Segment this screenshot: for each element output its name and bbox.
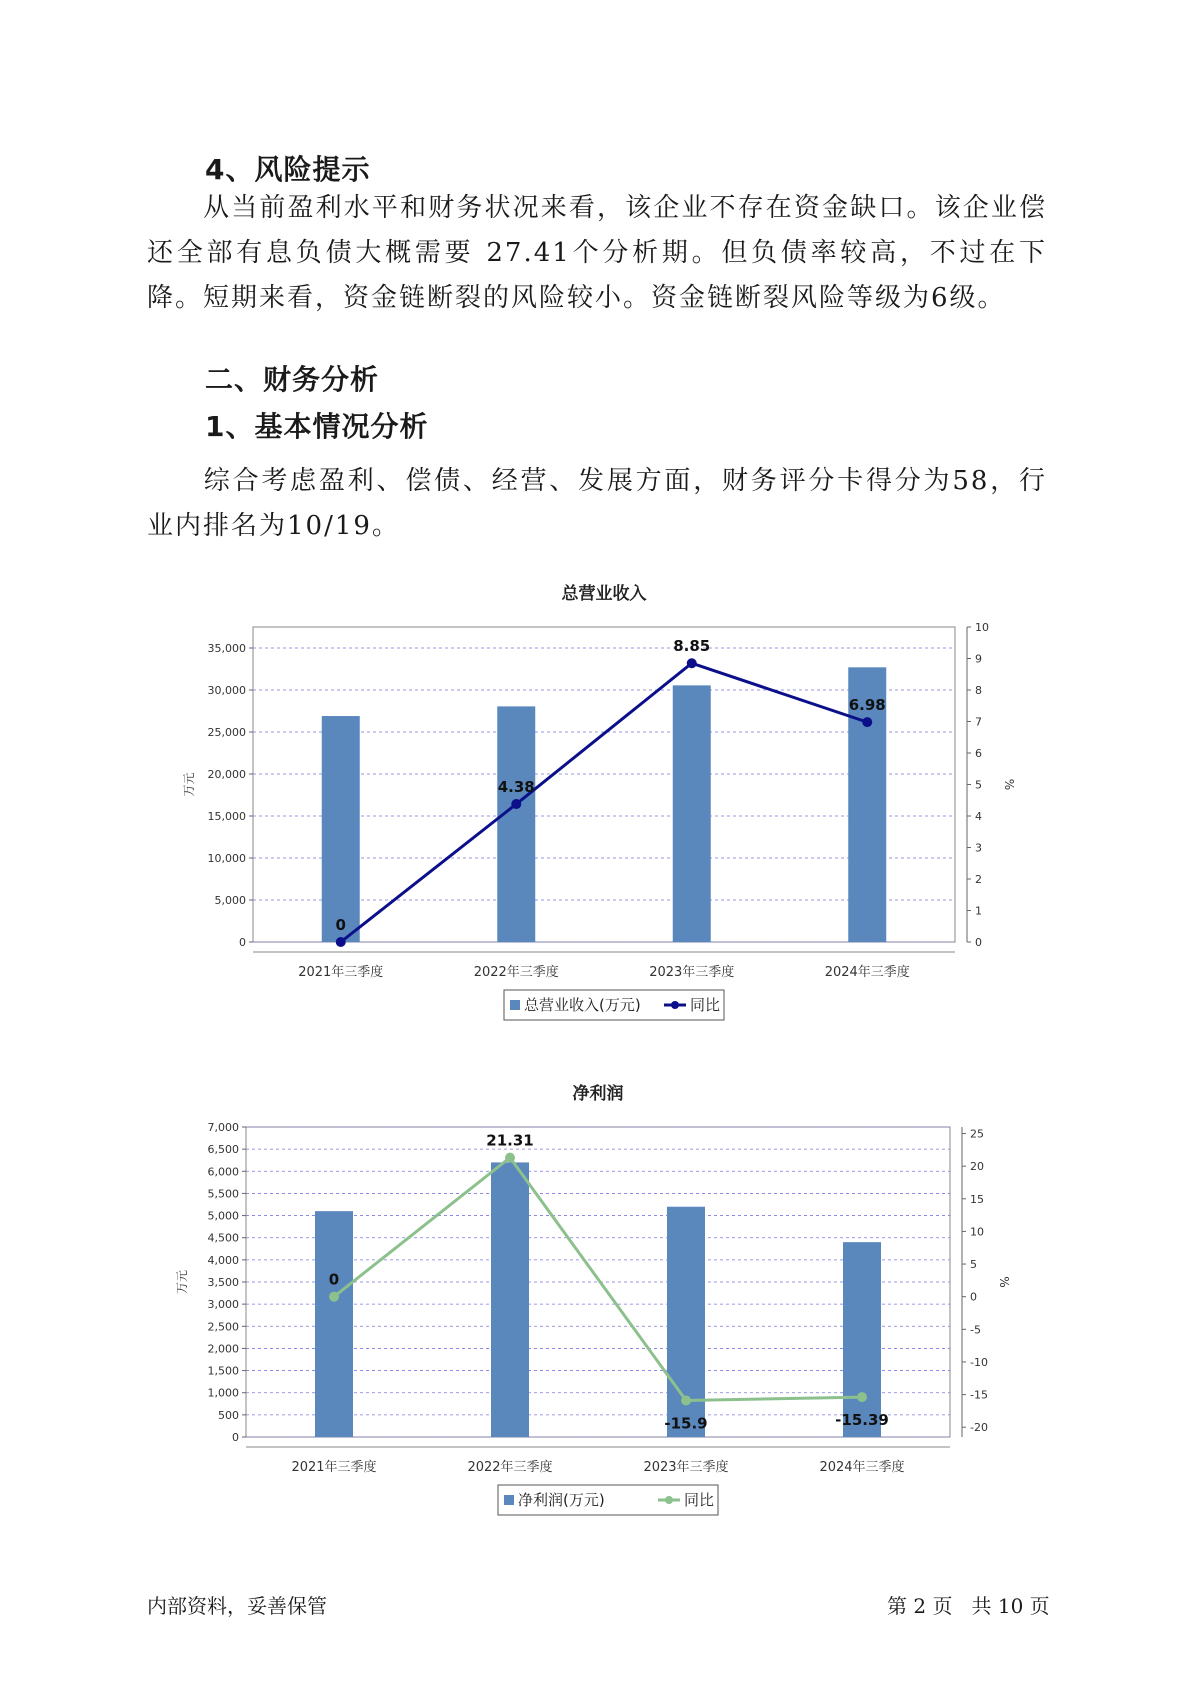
y2-tick-label: 4 bbox=[975, 810, 982, 823]
risk-heading: 4、风险提示 bbox=[205, 153, 371, 186]
basic-paragraph-text: 综合考虑盈利、偿债、经营、发展方面，财务评分卡得分为58，行业内排名为10/19。 bbox=[147, 466, 1047, 541]
y2-tick-label: 5 bbox=[975, 778, 982, 792]
x-tick-label: 2023年三季度 bbox=[649, 965, 735, 980]
x-tick-label: 2023年三季度 bbox=[643, 1460, 729, 1475]
y-tick-label: 7,000 bbox=[207, 1121, 239, 1134]
y2-tick-label: 2 bbox=[975, 873, 982, 886]
y2-axis-title: % bbox=[1002, 778, 1016, 791]
y-tick-label: 6,000 bbox=[207, 1165, 239, 1179]
data-label: -15.9 bbox=[664, 1414, 708, 1433]
chart-title: 总营业收入 bbox=[561, 584, 647, 604]
y2-tick-label: -10 bbox=[970, 1355, 988, 1369]
finance-heading: 二、财务分析 bbox=[205, 363, 380, 396]
legend-line-label: 同比 bbox=[684, 1491, 715, 1509]
risk-paragraph bbox=[147, 186, 1047, 321]
x-tick-label: 2022年三季度 bbox=[467, 1460, 553, 1475]
y-tick-label: 4,500 bbox=[207, 1231, 239, 1245]
legend-bar-swatch bbox=[510, 1000, 520, 1010]
x-tick-label: 2022年三季度 bbox=[473, 965, 559, 980]
revenue-chart bbox=[0, 575, 1191, 1035]
y-tick-label: 5,500 bbox=[207, 1187, 239, 1201]
bar bbox=[315, 1211, 353, 1437]
basic-heading: 1、基本情况分析 bbox=[205, 410, 429, 443]
y2-tick-label: 10 bbox=[975, 621, 989, 634]
x-tick-label: 2024年三季度 bbox=[824, 965, 910, 980]
line-point bbox=[862, 717, 872, 727]
data-label: 4.38 bbox=[497, 778, 535, 797]
y-tick-label: 2,000 bbox=[207, 1342, 239, 1356]
line-point bbox=[505, 1153, 515, 1163]
x-tick-label: 2021年三季度 bbox=[298, 965, 384, 980]
net-profit-chart bbox=[0, 1075, 1191, 1535]
footer-page-number: 第 2 页 共 10 页 bbox=[887, 1594, 1050, 1618]
data-label: 0 bbox=[328, 1270, 340, 1289]
y-tick-label: 35,000 bbox=[207, 642, 246, 655]
y-tick-label: 10,000 bbox=[207, 852, 246, 865]
y-tick-label: 0 bbox=[239, 936, 246, 949]
y2-tick-label: 7 bbox=[975, 715, 982, 729]
line-point bbox=[681, 1395, 691, 1405]
line-point bbox=[857, 1392, 867, 1402]
y2-tick-label: 6 bbox=[975, 747, 982, 760]
y-tick-label: 15,000 bbox=[207, 810, 246, 823]
x-tick-label: 2024年三季度 bbox=[819, 1460, 905, 1475]
bar bbox=[491, 1162, 529, 1437]
y-tick-label: 500 bbox=[218, 1408, 239, 1422]
legend-bar-label: 净利润(万元) bbox=[518, 1491, 605, 1509]
data-label: 0 bbox=[335, 916, 346, 934]
y-tick-label: 2,500 bbox=[207, 1320, 239, 1334]
legend-line-marker bbox=[671, 1001, 679, 1009]
y-axis-title: 万元 bbox=[182, 772, 196, 797]
y-axis-title: 万元 bbox=[175, 1269, 189, 1295]
y2-tick-label: 25 bbox=[970, 1127, 984, 1141]
x-tick-label: 2021年三季度 bbox=[291, 1460, 377, 1475]
data-label: -15.39 bbox=[835, 1411, 889, 1430]
y-tick-label: 4,000 bbox=[207, 1253, 239, 1267]
y2-tick-label: -5 bbox=[970, 1323, 981, 1337]
line-point bbox=[329, 1292, 339, 1302]
line-point bbox=[687, 658, 697, 668]
y2-tick-label: 1 bbox=[975, 904, 982, 918]
y-tick-label: 0 bbox=[232, 1431, 239, 1444]
line-point bbox=[511, 799, 521, 809]
y2-tick-label: 15 bbox=[970, 1192, 984, 1206]
y2-tick-label: 10 bbox=[970, 1225, 984, 1239]
data-label: 6.98 bbox=[848, 696, 886, 715]
risk-paragraph-text: 从当前盈利水平和财务状况来看，该企业不存在资金缺口。该企业偿还全部有息负债大概需要 27.41个分析期。但负债率较高，不过在下降。短期来看，资金链断裂的风险较小。资金链断裂风险等级为6级。 bbox=[147, 193, 1047, 313]
y2-tick-label: 9 bbox=[975, 652, 982, 666]
y2-tick-label: 8 bbox=[975, 684, 982, 697]
y-tick-label: 3,000 bbox=[207, 1298, 239, 1312]
y-tick-label: 1,000 bbox=[207, 1386, 239, 1400]
y-tick-label: 20,000 bbox=[207, 768, 246, 781]
y2-axis-title: % bbox=[997, 1276, 1011, 1288]
basic-paragraph bbox=[147, 459, 1047, 549]
legend-line-label: 同比 bbox=[690, 996, 721, 1014]
data-label: 8.85 bbox=[673, 637, 711, 656]
bar bbox=[322, 716, 360, 942]
y-tick-label: 25,000 bbox=[207, 726, 246, 739]
y2-tick-label: 0 bbox=[975, 936, 982, 949]
bar bbox=[497, 706, 535, 942]
bar bbox=[843, 1242, 881, 1437]
line-point bbox=[336, 937, 346, 947]
y-tick-label: 5,000 bbox=[207, 1209, 239, 1223]
y-tick-label: 1,500 bbox=[207, 1364, 239, 1378]
data-label: 21.31 bbox=[486, 1131, 534, 1150]
y-tick-label: 3,500 bbox=[207, 1276, 239, 1289]
y2-tick-label: 5 bbox=[970, 1258, 977, 1272]
footer-left: 内部资料，妥善保管 bbox=[147, 1594, 327, 1618]
y2-tick-label: 0 bbox=[970, 1290, 977, 1304]
y-tick-label: 6,500 bbox=[207, 1143, 239, 1157]
legend-bar-label: 总营业收入(万元) bbox=[524, 996, 641, 1014]
legend-bar-swatch bbox=[504, 1495, 514, 1505]
y-tick-label: 5,000 bbox=[214, 894, 246, 907]
y2-tick-label: -20 bbox=[970, 1421, 988, 1435]
chart-title: 净利润 bbox=[572, 1084, 624, 1104]
y2-tick-label: -15 bbox=[970, 1388, 988, 1402]
y2-tick-label: 20 bbox=[970, 1160, 984, 1174]
legend-line-marker bbox=[665, 1496, 673, 1504]
y2-tick-label: 3 bbox=[975, 841, 982, 855]
bar bbox=[673, 685, 711, 942]
y-tick-label: 30,000 bbox=[207, 684, 246, 697]
